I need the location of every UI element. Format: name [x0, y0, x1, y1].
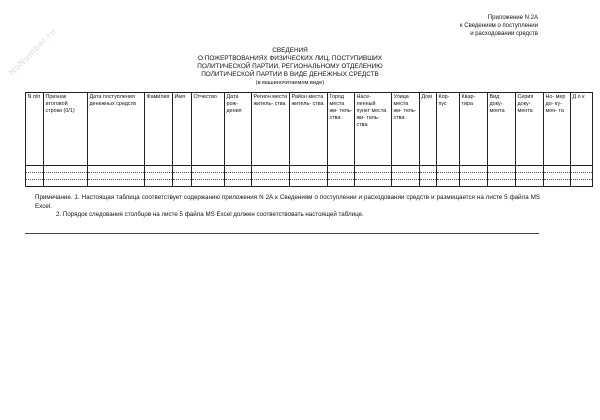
col-header: Признак итоговой строки (0/1) [44, 93, 88, 166]
col-header: Дата рож- дения [225, 93, 252, 166]
document-heading [130, 47, 450, 87]
col-header: Д о к [571, 93, 593, 166]
footnote-paragraph-2: 2. Порядок следования столбцов на листе 5 файла MS Excel должен соответствовать настоящей таблице. [56, 211, 364, 218]
divider-line [25, 233, 539, 234]
col-header: Дом [420, 93, 437, 166]
col-header: Насе- ленный пункт места жи- тель- ства [355, 93, 392, 166]
col-header: Кор- пус [437, 93, 460, 166]
appendix-line-2: к Сведениям о поступлении [459, 23, 538, 29]
col-header: Район места житель- ства [290, 93, 328, 166]
watermark: NoNumber.ru [6, 26, 58, 78]
col-header: Отчество [192, 93, 225, 166]
footnote-paragraph-1: Примечание. 1. Настоящая таблица соответствует содержанию приложения N 2А к Сведениям о поступлении и расходовании средств и размещается на листе 5 файла MS Excel. [35, 194, 540, 210]
col-header: Серия доку- мента [516, 93, 544, 166]
col-header: Но- мер до- ку- мен- та [544, 93, 571, 166]
heading-line-3: ПОЛИТИЧЕСКОЙ ПАРТИИ, РЕГИОНАЛЬНОМУ ОТДЕЛЕНИЮ [197, 63, 383, 70]
donations-table [25, 92, 593, 187]
table-row [26, 180, 593, 187]
appendix-line-1: Приложение N 2А [487, 15, 538, 21]
heading-line-4: ПОЛИТИЧЕСКОЙ ПАРТИИ В ВИДЕ ДЕНЕЖНЫХ СРЕДСТВ [201, 71, 379, 78]
col-header: Квар- тира [460, 93, 488, 166]
col-header: Регион места житель- ства [252, 93, 290, 166]
donations-table-wrapper [25, 92, 600, 188]
footnote [35, 194, 540, 220]
table-header-row [26, 93, 593, 166]
appendix-line-3: и расходовании средств [470, 31, 538, 37]
heading-line-2: О ПОЖЕРТВОВАНИЯХ ФИЗИЧЕСКИХ ЛИЦ, ПОСТУПИВШИХ [198, 55, 382, 62]
col-header: Фамилия [145, 93, 173, 166]
col-header: Город места жи- тель- ства [328, 93, 355, 166]
heading-title: СВЕДЕНИЯ [272, 47, 308, 54]
table-row [26, 173, 593, 180]
col-header: N п/п [26, 93, 44, 166]
table-row [26, 166, 593, 173]
col-header: Дата поступления денежных средств [88, 93, 145, 166]
col-header: Имя [173, 93, 192, 166]
appendix-reference [368, 14, 538, 38]
col-header: Улица места жи- тель- ства [392, 93, 420, 166]
heading-subtitle: (в машиночитаемом виде) [255, 80, 325, 86]
col-header: Вид доку- мента [488, 93, 516, 166]
